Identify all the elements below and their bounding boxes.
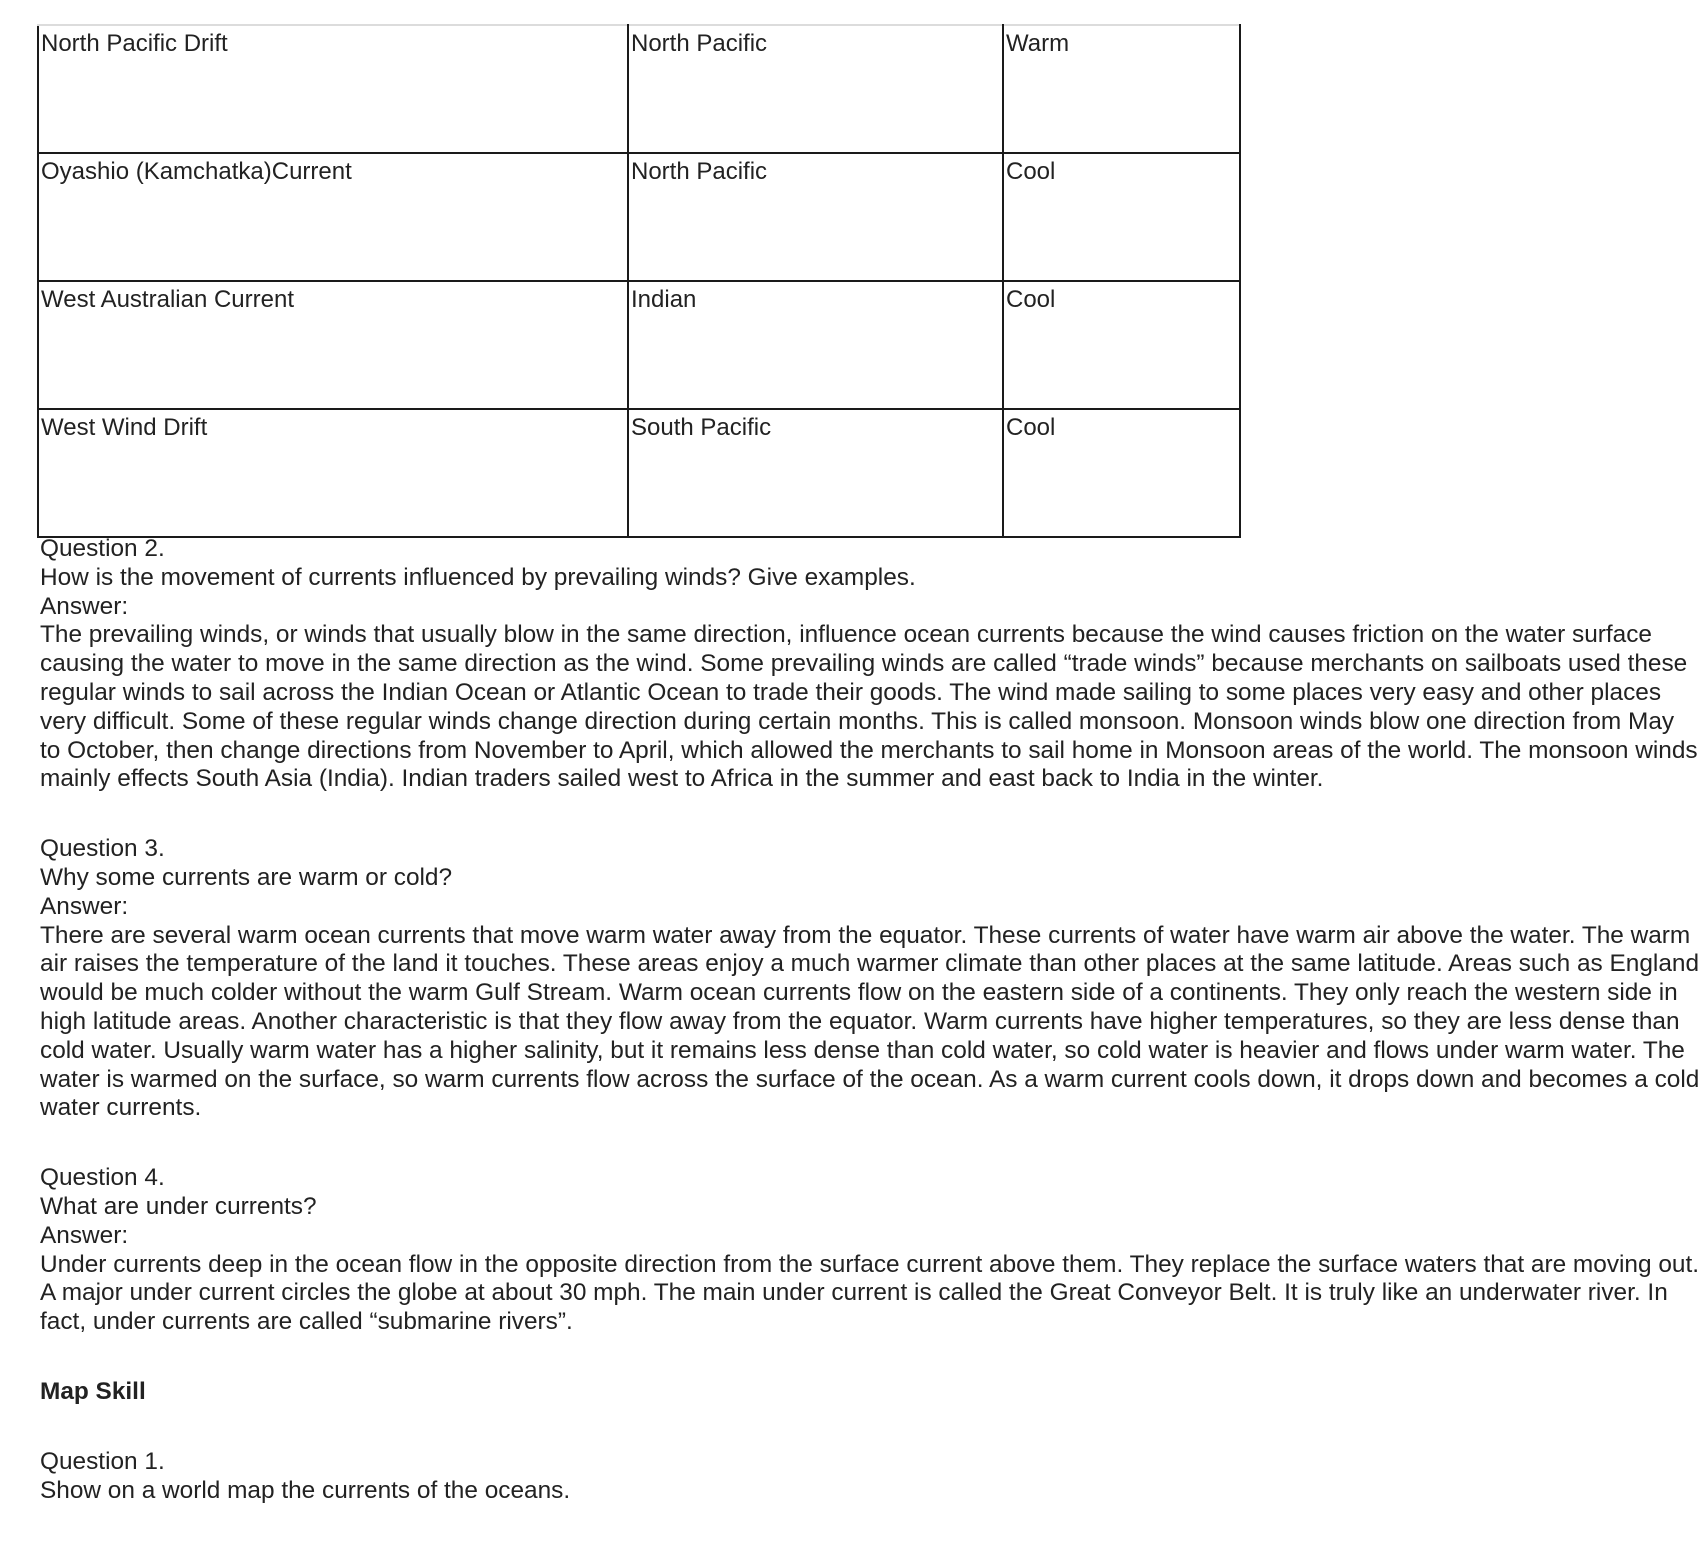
current-name-cell: North Pacific Drift: [38, 25, 628, 153]
current-name-cell: West Australian Current: [38, 281, 628, 409]
ocean-cell: North Pacific: [628, 153, 1003, 281]
ocean-currents-table: [37, 24, 1241, 538]
answer-text: Under currents deep in the ocean flow in the opposite direction from the surface current above them. They replace the surface waters that are moving out. A major under current circles the globe at about 30 mph. The main under current is called the Great Conveyor Belt. It is truly like an underwater river. In fact, under currents are called “submarine rivers”.: [40, 1250, 1700, 1336]
ocean-cell: Indian: [628, 281, 1003, 409]
temperature-type-cell: Cool: [1003, 409, 1240, 537]
questions-content: [40, 535, 1700, 1546]
table-row: [38, 409, 1240, 537]
current-name-cell: Oyashio (Kamchatka)Current: [38, 153, 628, 281]
answer-label: Answer:: [40, 892, 129, 920]
map-skill-heading: Map Skill: [40, 1377, 146, 1405]
table-row: [38, 281, 1240, 409]
question-number: Question 2.: [40, 535, 165, 562]
question-text: How is the movement of currents influenced by prevailing winds? Give examples.: [40, 563, 916, 591]
question-text: What are under currents?: [40, 1192, 317, 1220]
ocean-cell: North Pacific: [628, 25, 1003, 153]
question-block-4: [40, 1164, 1700, 1337]
answer-label: Answer:: [40, 592, 129, 620]
table-row: [38, 153, 1240, 281]
question-block-3: [40, 835, 1700, 1123]
ocean-cell: South Pacific: [628, 409, 1003, 537]
current-name-cell: West Wind Drift: [38, 409, 628, 537]
answer-text: The prevailing winds, or winds that usually blow in the same direction, influence ocean currents because the wind causes friction on the water surface causing the water to move in the same direction as the wind. Some prevailing winds are called “trade winds” because merchants on sailboats used these regular winds to sail across the Indian Ocean or Atlantic Ocean to trade their goods. The wind made sailing to some places very easy and other places very difficult. Some of these regular winds change direction during certain months. This is called monsoon. Monsoon winds blow one direction from May to October, then change directions from November to April, which allowed the merchants to sail home in Monsoon areas of the world. The monsoon winds mainly effects South Asia (India). Indian traders sailed west to Africa in the summer and east back to India in the winter.: [40, 621, 1698, 793]
question-text: Show on a world map the currents of the oceans.: [40, 1476, 571, 1504]
temperature-type-cell: Warm: [1003, 25, 1240, 153]
question-text: Why some currents are warm or cold?: [40, 863, 453, 891]
temperature-type-cell: Cool: [1003, 281, 1240, 409]
map-skill-question-1: [40, 1448, 1700, 1506]
table-row: [38, 25, 1240, 153]
answer-text: There are several warm ocean currents that move warm water away from the equator. These currents of water have warm air above the water. The warm air raises the temperature of the land it touches. These areas enjoy a much warmer climate than other places at the same latitude. Areas such as England would be much colder without the warm Gulf Stream. Warm ocean currents flow on the eastern side of a continents. They only reach the western side in high latitude areas. Another characteristic is that they flow away from the equator. Warm currents have higher temperatures, so they are less dense than cold water. Usually warm water has a higher salinity, but it remains less dense than cold water, so cold water is heavier and flows under warm water. The water is warmed on the surface, so warm currents flow across the surface of the ocean. As a warm current cools down, it drops down and becomes a cold water currents.: [40, 921, 1700, 1122]
question-block-2: [40, 535, 1700, 794]
question-number: Question 3.: [40, 835, 165, 863]
temperature-type-cell: Cool: [1003, 153, 1240, 281]
question-number: Question 1.: [40, 1447, 165, 1475]
question-number: Question 4.: [40, 1164, 165, 1192]
answer-label: Answer:: [40, 1221, 129, 1249]
